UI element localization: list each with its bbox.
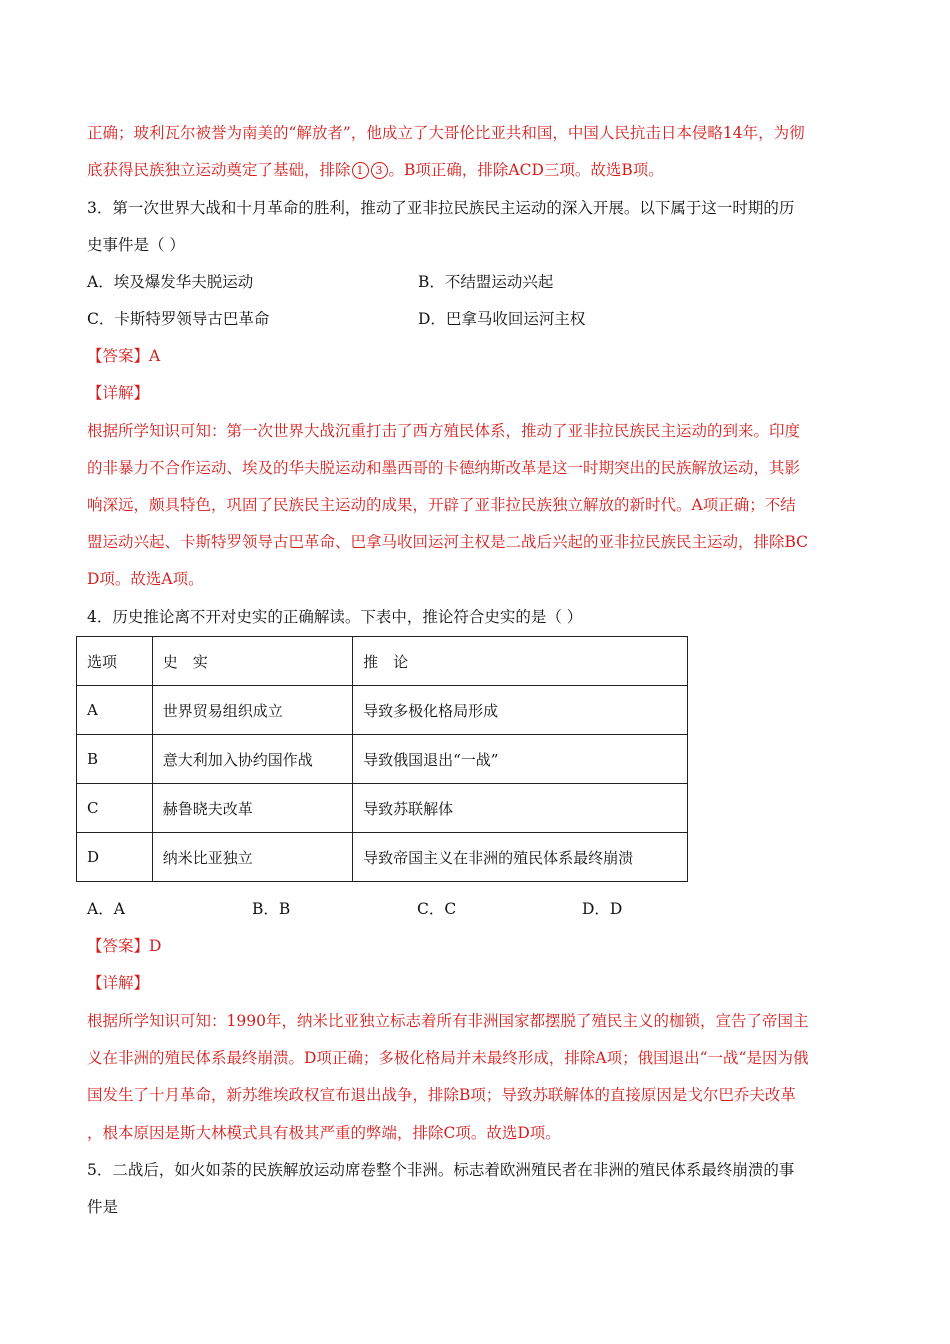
q4-option-b: B．B <box>252 900 291 918</box>
table-cell: 导致苏联解体 <box>353 784 688 833</box>
q4-detail-line-3: 国发生了十月革命，新苏维埃政权宣布退出战争，排除B项；导致苏联解体的直接原因是戈尔巴乔夫改革 <box>87 1086 796 1104</box>
q4-detail-line-2: 义在非洲的殖民体系最终崩溃。D项正确；多极化格局并未最终形成，排除A项；俄国退出“一战“是因为俄 <box>87 1049 809 1067</box>
table-row <box>77 686 688 735</box>
q2-detail-line-2-a: 底获得民族独立运动奠定了基础，排除 <box>87 161 351 179</box>
q4-option-d: D．D <box>582 900 623 918</box>
q4-detail-label: 【详解】 <box>87 974 150 992</box>
q3-stem-line-2: 史事件是（ ） <box>87 236 185 254</box>
q3-detail-line-5: D项。故选A项。 <box>87 570 204 588</box>
q3-option-a: A．埃及爆发华夫脱运动 <box>87 273 254 291</box>
q2-detail-line-2 <box>87 160 877 180</box>
q3-option-c: C．卡斯特罗领导古巴革命 <box>87 310 270 328</box>
q3-detail-line-4: 盟运动兴起、卡斯特罗领导古巴革命、巴拿马收回运河主权是二战后兴起的亚非拉民族民主运动，排除BC <box>87 533 809 551</box>
table-cell: 赫鲁晓夫改革 <box>152 784 352 833</box>
q4-detail-line-4: ，根本原因是斯大林模式具有极其严重的弊端，排除C项。故选D项。 <box>87 1124 561 1142</box>
table-cell: 导致帝国主义在非洲的殖民体系最终崩溃 <box>353 833 688 882</box>
q4-detail-line-1: 根据所学知识可知：1990年，纳米比亚独立标志着所有非洲国家都摆脱了殖民主义的枷锁，宣告了帝国主 <box>87 1012 809 1030</box>
q4-option-a: A．A <box>87 900 125 918</box>
table-cell: C <box>77 784 153 833</box>
history-table <box>76 636 688 882</box>
q2-detail-line-1: 正确；玻利瓦尔被誉为南美的“解放者”，他成立了大哥伦比亚共和国，中国人民抗击日本侵略14年，为彻 <box>87 124 805 142</box>
q4-option-c: C．C <box>417 900 457 918</box>
q3-option-d: D．巴拿马收回运河主权 <box>418 310 586 328</box>
table-cell: D <box>77 833 153 882</box>
q3-option-b: B．不结盟运动兴起 <box>418 273 554 291</box>
q5-stem-line-1: 5．二战后，如火如荼的民族解放运动席卷整个非洲。标志着欧洲殖民者在非洲的殖民体系最终崩溃的事 <box>87 1161 795 1179</box>
table-cell: 意大利加入协约国作战 <box>152 735 352 784</box>
q3-detail-label: 【详解】 <box>87 384 150 402</box>
q3-detail-line-1: 根据所学知识可知：第一次世界大战沉重打击了西方殖民体系，推动了亚非拉民族民主运动的到来。印度 <box>87 422 801 440</box>
q4-stem: 4．历史推论离不开对史实的正确解读。下表中，推论符合史实的是（ ） <box>87 608 583 626</box>
q3-stem-line-1: 3．第一次世界大战和十月革命的胜利，推动了亚非拉民族民主运动的深入开展。以下属于这一时期的历 <box>87 199 795 217</box>
q3-answer: 【答案】A <box>87 347 161 365</box>
table-row <box>77 833 688 882</box>
table-row <box>77 784 688 833</box>
table-cell: A <box>77 686 153 735</box>
table-header-inference: 推 论 <box>353 637 688 686</box>
q5-stem-line-2: 件是 <box>87 1198 119 1216</box>
table-header-row <box>77 637 688 686</box>
table-header-option: 选项 <box>77 637 153 686</box>
table-cell: 导致俄国退出“一战” <box>353 735 688 784</box>
q2-detail-line-2-b: 。B项正确，排除ACD三项。故选B项。 <box>388 161 664 179</box>
table-cell: 世界贸易组织成立 <box>152 686 352 735</box>
q3-detail-line-3: 响深远，颇具特色，巩固了民族民主运动的成果，开辟了亚非拉民族独立解放的新时代。A项正确；不结 <box>87 496 796 514</box>
table-header-fact: 史 实 <box>152 637 352 686</box>
table-row <box>77 735 688 784</box>
table-cell: 纳米比亚独立 <box>152 833 352 882</box>
table-cell: 导致多极化格局形成 <box>353 686 688 735</box>
q4-answer: 【答案】D <box>87 937 162 955</box>
table-cell: B <box>77 735 153 784</box>
circled-number-1: 1 <box>352 162 369 179</box>
circled-number-3: 3 <box>371 162 388 179</box>
q3-detail-line-2: 的非暴力不合作运动、埃及的华夫脱运动和墨西哥的卡德纳斯改革是这一时期突出的民族解放运动，其影 <box>87 459 801 477</box>
